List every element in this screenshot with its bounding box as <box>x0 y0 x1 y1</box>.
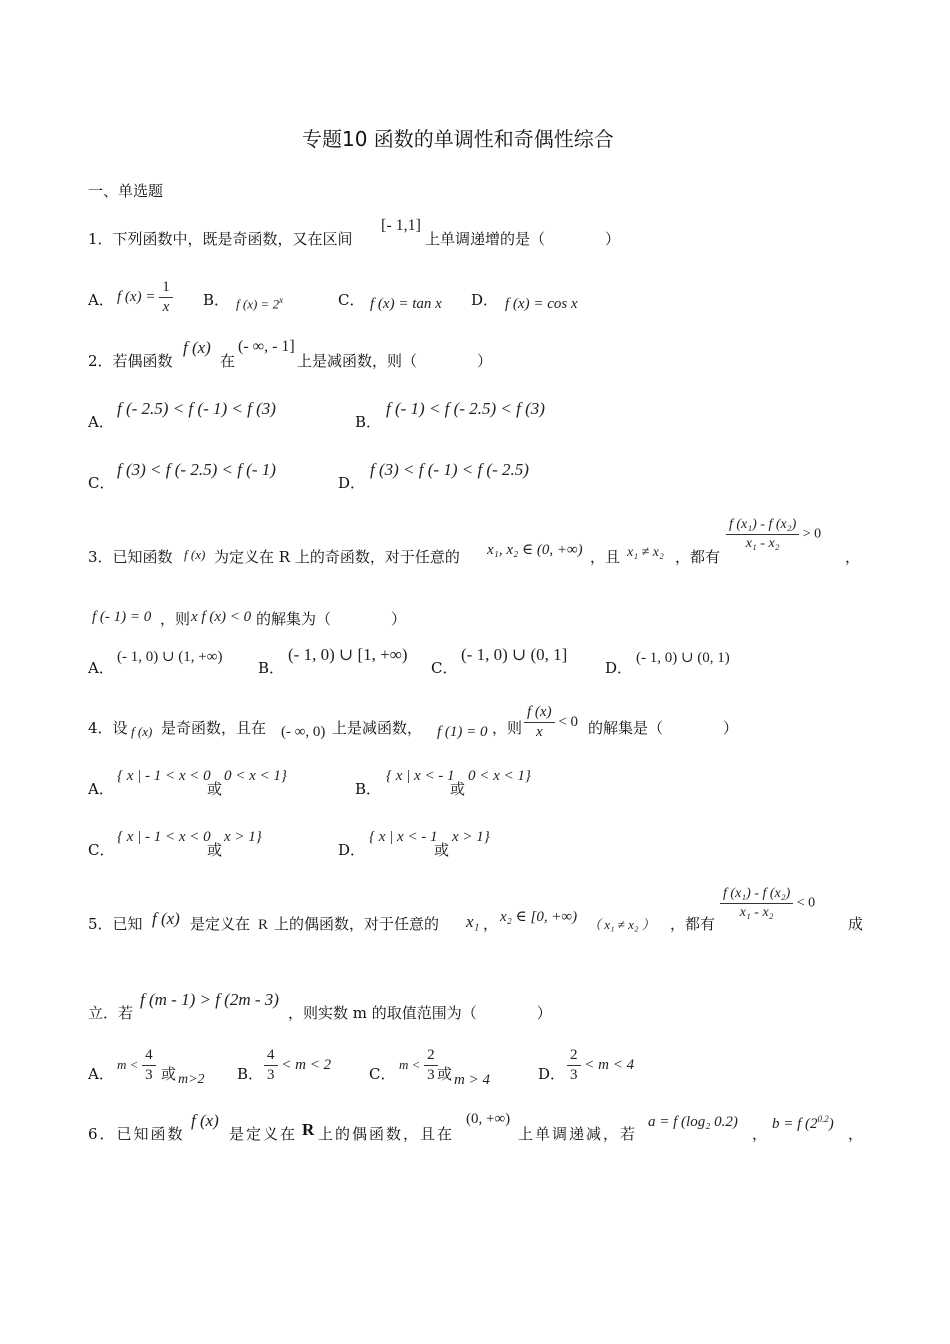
q4-option-a-or: 或 <box>207 780 223 798</box>
page-title: 专题10 函数的单调性和奇偶性综合 <box>302 127 614 151</box>
q3-option-a-expr: (- 1, 0) ∪ (1, +∞) <box>117 649 223 665</box>
q4-stem-text-2: 是奇函数，且在 <box>161 719 267 737</box>
q5-stem-text-2: 是定义在 <box>190 915 251 933</box>
q4-stem-text-end: 的解集是（ ） <box>588 719 739 737</box>
q2-option-a-expr: f (- 2.5) < f (- 1) < f (3) <box>117 399 276 418</box>
q6-stem-text-2: 是定义在 <box>229 1125 298 1143</box>
q5-stem-text: 5．已知 <box>88 915 143 933</box>
q5-option-a-expr: m < $\frac{4}{3}$ <box>117 1048 156 1083</box>
q6-function: f (x) <box>191 1111 219 1130</box>
q1-interval: [- 1,1] <box>381 217 421 234</box>
q1-option-a-label: A． <box>88 291 114 309</box>
q4-option-a-expr1: { x | - 1 < x < 0 <box>117 768 211 784</box>
q3-stem-text-2: 为定义在 R 上的奇函数，对于任意的 <box>214 548 460 566</box>
q5-real-set: R <box>258 917 269 933</box>
q5-option-c-label: C． <box>369 1065 396 1083</box>
q3-inequality: x₁ ≠ x₂ <box>627 545 664 560</box>
q5-line2-text: 立．若 <box>88 1004 134 1022</box>
q4-option-d-expr2: x > 1} <box>452 829 490 845</box>
q4-option-c-label: C． <box>88 841 115 859</box>
q1-option-d-expr: f (x) = cos x <box>505 296 578 312</box>
q4-condition: f (1) = 0 <box>437 724 488 740</box>
q6-end-comma: ， <box>848 1125 864 1143</box>
q5-option-b-label: B． <box>237 1065 264 1083</box>
q3-target-inequality: x f (x) < 0 <box>191 609 252 625</box>
q5-neq-condition: （ x₁ ≠ x₂ ） <box>588 917 655 932</box>
q3-option-c-expr: (- 1, 0) ∪ (0, 1] <box>461 645 568 664</box>
q3-option-b-expr: (- 1, 0) ∪ [1, +∞) <box>288 645 408 664</box>
q4-option-b-expr2: 0 < x < 1} <box>468 768 531 784</box>
q5-difference-quotient: $\frac{\text{f (x₁) - f (x₂)}}{\text{x₁ - x₂}}$ < 0 <box>720 887 815 920</box>
q5-option-d-expr: $\frac{2}{3}$ < m < 4 <box>567 1048 634 1083</box>
q3-stem-text: 3．已知函数 <box>88 548 173 566</box>
q5-x2-domain: x₂ ∈ [0, +∞) <box>500 909 578 925</box>
q6-comma: ， <box>752 1125 768 1143</box>
q4-option-c-expr1: { x | - 1 < x < 0 <box>117 829 211 845</box>
q5-stem-text-end: 成 <box>848 915 864 933</box>
q5-option-c-expr: m < $\frac{2}{3}$ <box>399 1048 438 1083</box>
q1-option-b-expr: f $(x) = 2^x$ <box>236 295 284 312</box>
q6-a-definition: a = f (log₂ 0.2) <box>648 1114 738 1130</box>
q5-option-d-label: D． <box>538 1065 566 1083</box>
q2-stem-text: 2．若偶函数 <box>88 352 173 370</box>
q4-option-d-or: 或 <box>434 841 450 859</box>
q2-option-b-expr: f (- 1) < f (- 2.5) < f (3) <box>386 399 545 418</box>
q2-option-c-expr: f (3) < f (- 2.5) < f (- 1) <box>117 460 276 479</box>
q6-b-definition: b = f $(2^{0.2})$ <box>772 1114 834 1132</box>
q4-option-b-or: 或 <box>450 780 466 798</box>
q2-option-d-expr: f (3) < f (- 1) < f (- 2.5) <box>370 460 529 479</box>
q3-option-a-label: A． <box>88 659 114 677</box>
q6-stem-text: 6．已知函数 <box>88 1125 185 1143</box>
q6-stem-text-4: 上单调递减，若 <box>518 1125 638 1143</box>
q5-option-a-rhs: m>2 <box>178 1072 205 1087</box>
q3-stem-text-3: ，且 <box>590 548 621 566</box>
q4-option-a-expr2: 0 < x < 1} <box>224 768 287 784</box>
q5-function: f (x) <box>152 909 180 928</box>
q3-function: f (x) <box>184 547 206 562</box>
q4-interval: (- ∞, 0) <box>281 724 326 740</box>
q5-option-a-or: 或 <box>161 1065 177 1083</box>
q3-option-c-label: C． <box>431 659 458 677</box>
q2-option-c-label: C． <box>88 474 115 492</box>
q3-line2-text: ，则 <box>160 610 191 628</box>
q4-option-a-label: A． <box>88 780 114 798</box>
q4-function: f (x) <box>131 724 153 739</box>
q3-option-b-label: B． <box>258 659 285 677</box>
q6-stem-text-3: 上的偶函数，且在 <box>318 1125 455 1143</box>
q5-option-c-or: 或 <box>437 1065 453 1083</box>
q5-comma: ， <box>483 915 499 933</box>
q2-interval: (- ∞, - 1] <box>238 338 295 355</box>
section-heading: 一、单选题 <box>88 182 164 200</box>
q4-option-d-expr1: { x | x < - 1 <box>369 829 438 845</box>
q4-option-d-label: D． <box>338 841 366 859</box>
q1-option-d-label: D． <box>471 291 499 309</box>
q3-line2-end: 的解集为（ ） <box>256 610 407 628</box>
q4-option-c-expr2: x > 1} <box>224 829 262 845</box>
q5-option-b-expr: $\frac{4}{3}$ < m < 2 <box>264 1048 331 1083</box>
q5-stem-text-3: 上的偶函数，对于任意的 <box>274 915 440 933</box>
q5-x1: x₁ <box>466 912 480 931</box>
q1-stem-text-end: 上单调递增的是（ ） <box>425 230 621 248</box>
q5-option-c-rhs: m > 4 <box>454 1072 490 1088</box>
q2-option-a-label: A． <box>88 413 114 431</box>
q5-line2-end: ，则实数 m 的取值范围为（ ） <box>288 1004 552 1022</box>
q4-option-b-label: B． <box>355 780 382 798</box>
q3-variables: x₁, x₂ ∈ (0, +∞) <box>487 542 583 558</box>
q4-stem-text: 4．设 <box>88 719 128 737</box>
q3-condition: f (- 1) = 0 <box>92 609 152 625</box>
q3-option-d-expr: (- 1, 0) ∪ (0, 1) <box>636 650 730 666</box>
q2-option-d-label: D． <box>338 474 366 492</box>
q1-option-c-expr: f (x) = tan x <box>370 296 442 312</box>
q3-option-d-label: D． <box>605 659 633 677</box>
q5-stem-text-4: ，都有 <box>670 915 716 933</box>
q2-stem-text-end: 上是减函数，则（ ） <box>297 352 493 370</box>
q2-option-b-label: B． <box>355 413 382 431</box>
q4-option-c-or: 或 <box>207 841 223 859</box>
q6-interval: (0, +∞) <box>466 1111 511 1127</box>
q1-option-b-label: B． <box>203 291 230 309</box>
q1-stem-text: 1．下列函数中，既是奇函数，又在区间 <box>88 230 353 248</box>
q5-target-inequality: f (m - 1) > f (2m - 3) <box>140 990 279 1009</box>
q6-real-set: R <box>302 1120 315 1139</box>
q3-stem-text-4: ，都有 <box>675 548 721 566</box>
q3-difference-quotient: $\frac{\text{f (x₁) - f (x₂)}}{\text{x₁ - x₂}}$ > 0 <box>726 518 821 551</box>
q3-comma: ， <box>845 548 861 566</box>
q4-stem-text-4: ，则 <box>492 719 523 737</box>
q2-stem-text-mid: 在 <box>220 352 236 370</box>
q1-option-a-expr: f (x) = $\frac{1}{x}$ <box>117 280 173 315</box>
q1-option-c-label: C． <box>338 291 365 309</box>
q2-function: f (x) <box>183 338 211 357</box>
q4-stem-text-3: 上是减函数， <box>332 719 423 737</box>
q4-quotient: $\frac{f (x)}{x}$ < 0 <box>524 705 578 740</box>
q4-option-b-expr1: { x | x < - 1 <box>386 768 455 784</box>
q5-option-a-label: A． <box>88 1065 114 1083</box>
